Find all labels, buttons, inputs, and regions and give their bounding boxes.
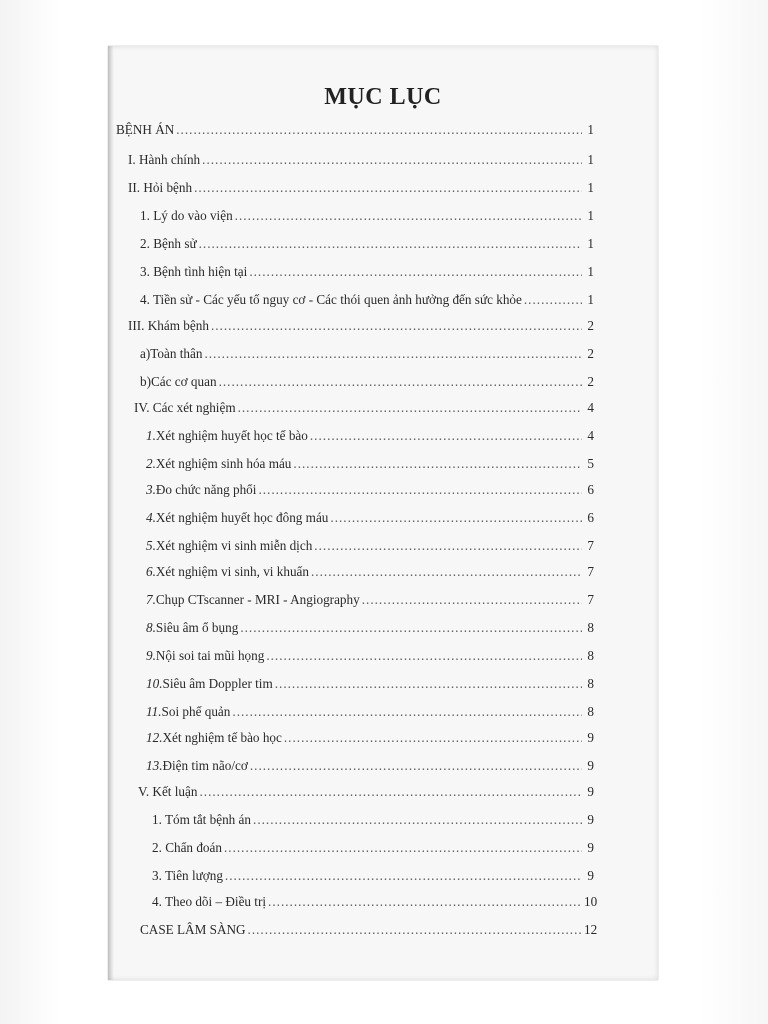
toc-entry-page-number: 9 — [587, 758, 594, 773]
toc-entry-page-number: 1 — [587, 180, 594, 195]
toc-dot-leader — [310, 428, 582, 444]
toc-entry-label: Đo chức năng phổi — [155, 482, 257, 497]
toc-entry-page-number: 4 — [587, 400, 594, 415]
toc-dot-leader — [362, 592, 582, 608]
toc-dot-leader — [248, 922, 582, 938]
toc-entry-label: Chụp CTscanner - MRI - Angiography — [155, 592, 360, 607]
toc-entry-page-number: 2 — [587, 346, 594, 361]
toc-entry-label: V. Kết luận — [138, 784, 198, 799]
toc-entry-number: 4. — [146, 510, 156, 525]
toc-entry-number: b) — [140, 374, 151, 389]
toc-entry — [146, 754, 594, 774]
toc-entry — [140, 918, 598, 938]
toc-entry-number: 6. — [146, 564, 156, 579]
toc-entry — [128, 148, 594, 168]
toc-dot-leader — [266, 648, 582, 664]
toc-dot-leader — [224, 840, 582, 856]
toc-entry-label: 2. Chẩn đoán — [152, 840, 222, 855]
toc-entry — [146, 424, 594, 444]
toc-entry-page-number: 9 — [587, 840, 594, 855]
toc-entry-page-number: 1 — [587, 208, 594, 223]
toc-entry-number: 12. — [146, 730, 163, 745]
toc-entry — [152, 836, 594, 856]
toc-entry-label: II. Hỏi bệnh — [128, 180, 193, 195]
toc-dot-leader — [225, 868, 582, 884]
toc-entry-page-number: 2 — [587, 318, 594, 333]
toc-entry-label: Xét nghiệm vi sinh, vi khuẩn — [155, 564, 309, 579]
toc-dot-leader — [314, 538, 582, 554]
toc-entry-label: 3. Tiên lượng — [152, 868, 223, 883]
toc-entry-page-number: 8 — [587, 620, 594, 635]
toc-entry-page-number: 6 — [587, 510, 594, 525]
toc-dot-leader — [293, 456, 582, 472]
toc-dot-leader — [249, 264, 582, 280]
toc-entry-page-number: 7 — [587, 592, 594, 607]
toc-entry-label: Soi phế quản — [161, 704, 231, 719]
toc-entry — [146, 588, 594, 608]
toc-entry-page-number: 7 — [587, 564, 594, 579]
toc-entry — [146, 478, 594, 498]
toc-entry-label: Điện tim não/cơ — [162, 758, 248, 773]
toc-dot-leader — [524, 292, 582, 308]
toc-entry — [152, 808, 594, 828]
toc-dot-leader — [275, 676, 582, 692]
toc-dot-leader — [284, 730, 582, 746]
toc-entry — [146, 672, 594, 692]
toc-entry-page-number: 2 — [587, 374, 594, 389]
toc-entry — [146, 644, 594, 664]
toc-entry-page-number: 8 — [587, 648, 594, 663]
toc-entry-label: IV. Các xét nghiệm — [134, 400, 236, 415]
toc-entry — [128, 314, 594, 334]
toc-entry-page-number: 7 — [587, 538, 594, 553]
toc-entry-page-number: 5 — [587, 456, 594, 471]
toc-entry-label: Xét nghiệm huyết học đông máu — [155, 510, 329, 525]
toc-dot-leader — [202, 152, 582, 168]
toc-entry-number: a) — [140, 346, 151, 361]
toc-entry-page-number: 4 — [587, 428, 594, 443]
toc-entry-number: 3. — [146, 482, 156, 497]
toc-entry-page-number: 9 — [587, 812, 594, 827]
toc-entry-label: Toàn thân — [150, 346, 203, 361]
toc-entry — [146, 534, 594, 554]
toc-entry-label: Xét nghiệm vi sinh miễn dịch — [155, 538, 313, 553]
table-of-contents — [108, 46, 658, 980]
toc-dot-leader — [238, 400, 582, 416]
toc-entry-label: III. Khám bệnh — [128, 318, 209, 333]
toc-entry-label: I. Hành chính — [128, 152, 201, 167]
toc-dot-leader — [253, 812, 582, 828]
toc-entry-page-number: 1 — [587, 292, 594, 307]
toc-entry-number: 9. — [146, 648, 156, 663]
toc-entry-label: Xét nghiệm huyết học tế bào — [155, 428, 308, 443]
toc-entry-label: CASE LÂM SÀNG — [140, 922, 246, 937]
toc-entry-label: 3. Bệnh tình hiện tại — [140, 264, 248, 279]
toc-entry-label: Xét nghiệm tế bào học — [162, 730, 282, 745]
toc-entry-page-number: 1 — [587, 236, 594, 251]
toc-dot-leader — [240, 620, 582, 636]
toc-entry-page-number: 8 — [587, 704, 594, 719]
toc-dot-leader — [232, 704, 582, 720]
toc-entry-page-number: 9 — [587, 784, 594, 799]
toc-entry-number: 5. — [146, 538, 156, 553]
toc-entry — [152, 890, 598, 910]
toc-entry-number: 8. — [146, 620, 156, 635]
toc-dot-leader — [219, 374, 582, 390]
toc-entry — [146, 560, 594, 580]
toc-entry — [146, 700, 594, 720]
toc-entry-label: 4. Tiền sử - Các yếu tố nguy cơ - Các thói quen ảnh hưởng đến sức khỏe — [140, 292, 522, 307]
toc-entry — [146, 726, 594, 746]
toc-dot-leader — [235, 208, 582, 224]
toc-entry — [138, 780, 594, 800]
toc-entry — [140, 260, 594, 280]
toc-entry-label: 4. Theo dõi – Điều trị — [152, 894, 267, 909]
toc-dot-leader — [204, 346, 582, 362]
toc-entry-page-number: 1 — [587, 264, 594, 279]
toc-dot-leader — [258, 482, 582, 498]
toc-entry-number: 11. — [146, 704, 162, 719]
toc-entry-label: 2. Bệnh sử — [140, 236, 197, 251]
toc-entry-number: 13. — [146, 758, 163, 773]
toc-entry — [146, 616, 594, 636]
toc-entry-number: 7. — [146, 592, 156, 607]
page-title: MỤC LỤC — [324, 84, 442, 110]
toc-entry — [116, 118, 594, 138]
toc-entry — [146, 452, 594, 472]
toc-entry-number: 10. — [146, 676, 163, 691]
toc-entry — [140, 204, 594, 224]
toc-entry-label: BỆNH ÁN — [116, 122, 175, 137]
toc-entry-label: Các cơ quan — [151, 374, 217, 389]
toc-entry — [128, 176, 594, 196]
toc-entry-number: 1. — [146, 428, 156, 443]
toc-entry-page-number: 1 — [587, 152, 594, 167]
toc-entry — [152, 864, 594, 884]
toc-entry-label: Siêu âm ổ bụng — [155, 620, 239, 635]
toc-entry-page-number: 8 — [587, 676, 594, 691]
toc-entry-label: 1. Tóm tắt bệnh án — [152, 812, 252, 827]
toc-entry-page-number: 1 — [587, 122, 594, 137]
toc-entry — [146, 506, 594, 526]
toc-entry — [140, 288, 594, 308]
toc-entry — [140, 232, 594, 252]
toc-dot-leader — [268, 894, 582, 910]
toc-entry — [140, 342, 594, 362]
toc-entry-label: Xét nghiệm sinh hóa máu — [155, 456, 292, 471]
toc-dot-leader — [250, 758, 582, 774]
toc-entry-label: 1. Lý do vào viện — [140, 208, 233, 223]
toc-entry-number: 2. — [146, 456, 156, 471]
toc-entry — [140, 370, 594, 390]
toc-entry-page-number: 9 — [587, 730, 594, 745]
toc-dot-leader — [194, 180, 582, 196]
toc-dot-leader — [176, 122, 582, 138]
toc-entry-page-number: 9 — [587, 868, 594, 883]
toc-entry-page-number: 10 — [584, 894, 598, 909]
document-page — [108, 46, 658, 980]
toc-dot-leader — [199, 784, 582, 800]
toc-dot-leader — [311, 564, 582, 580]
toc-entry-page-number: 12 — [584, 922, 598, 937]
toc-dot-leader — [330, 510, 582, 526]
toc-entry-label: Siêu âm Doppler tim — [162, 676, 273, 691]
toc-entry — [134, 396, 594, 416]
toc-entry-page-number: 6 — [587, 482, 594, 497]
toc-entry-label: Nội soi tai mũi họng — [155, 648, 265, 663]
toc-dot-leader — [199, 236, 582, 252]
toc-dot-leader — [211, 318, 582, 334]
